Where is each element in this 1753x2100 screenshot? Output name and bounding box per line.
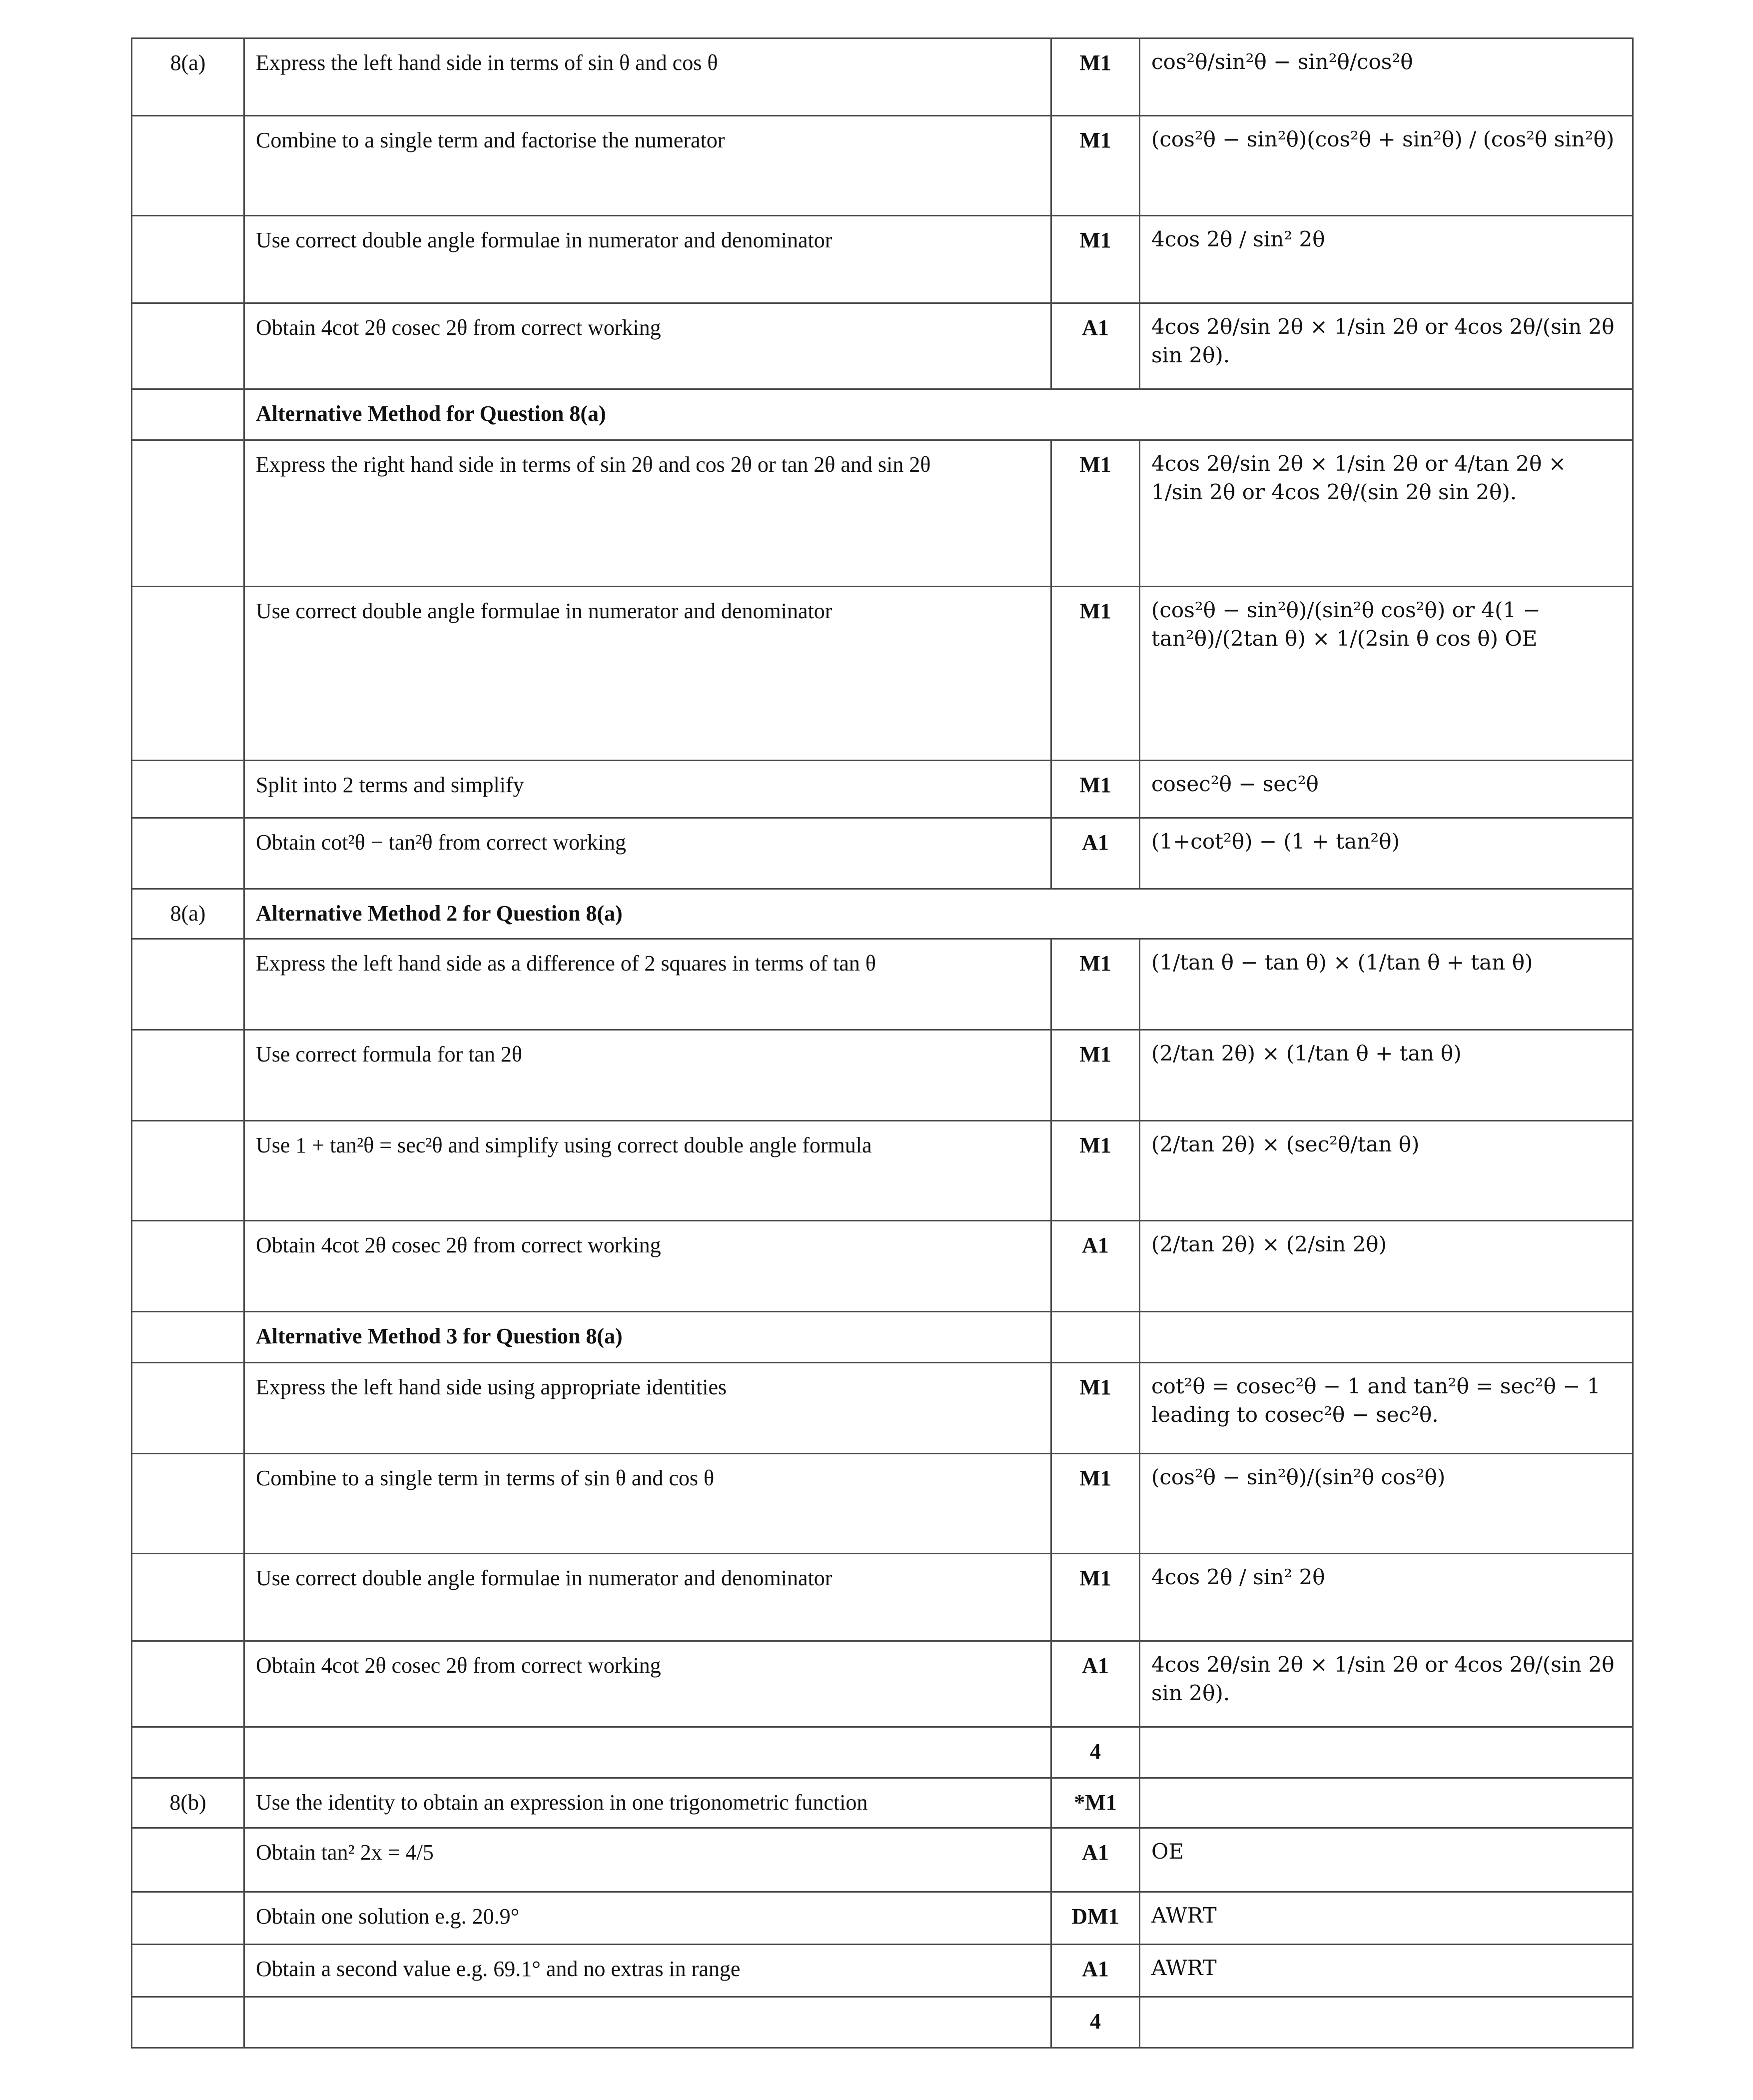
question-number xyxy=(132,1454,244,1554)
table-row xyxy=(132,1892,1633,1945)
step-description: Obtain 4cot 2θ cosec 2θ from correct working xyxy=(244,1221,1051,1312)
table-row xyxy=(132,1554,1633,1641)
guidance-cell: (cos²θ − sin²θ)/(sin²θ cos²θ) or 4(1 − tan²θ)/(2tan θ) × 1/(2sin θ cos θ) OE xyxy=(1140,587,1633,761)
table-row xyxy=(132,1312,1633,1363)
step-description: Express the left hand side in terms of sin θ and cos θ xyxy=(244,38,1051,116)
table-row xyxy=(132,889,1633,939)
total-marks: 4 xyxy=(1051,1997,1140,2048)
table-row xyxy=(132,587,1633,761)
mark-code: M1 xyxy=(1051,216,1140,303)
step-description: Use 1 + tan²θ = sec²θ and simplify using correct double angle formula xyxy=(244,1121,1051,1221)
mark-code: A1 xyxy=(1051,1945,1140,1997)
table-row xyxy=(132,1727,1633,1778)
mark-code: A1 xyxy=(1051,1828,1140,1892)
table-row xyxy=(132,216,1633,303)
table-row xyxy=(132,939,1633,1030)
mark-code: M1 xyxy=(1051,38,1140,116)
table-row xyxy=(132,1030,1633,1121)
mark-code: M1 xyxy=(1051,1554,1140,1641)
table-row xyxy=(132,761,1633,818)
guidance-cell: (1+cot²θ) − (1 + tan²θ) xyxy=(1140,818,1633,889)
question-number xyxy=(132,216,244,303)
question-number xyxy=(132,440,244,587)
question-number xyxy=(132,1727,244,1778)
guidance-cell: cot²θ = cosec²θ − 1 and tan²θ = sec²θ − 1 leading to cosec²θ − sec²θ. xyxy=(1140,1363,1633,1454)
step-description xyxy=(244,1727,1051,1778)
table-row xyxy=(132,1221,1633,1312)
step-description: Obtain 4cot 2θ cosec 2θ from correct working xyxy=(244,303,1051,389)
mark-code: M1 xyxy=(1051,939,1140,1030)
step-description: Express the left hand side using appropriate identities xyxy=(244,1363,1051,1454)
guidance-cell: AWRT xyxy=(1140,1945,1633,1997)
question-number xyxy=(132,1997,244,2048)
table-row xyxy=(132,389,1633,440)
mark-code: A1 xyxy=(1051,303,1140,389)
guidance-cell: OE xyxy=(1140,1828,1633,1892)
question-number xyxy=(132,1641,244,1727)
question-number xyxy=(132,1892,244,1945)
guidance-cell xyxy=(1140,1727,1633,1778)
table-row xyxy=(132,1641,1633,1727)
table-row xyxy=(132,1997,1633,2048)
question-number xyxy=(132,1312,244,1363)
step-description: Use correct double angle formulae in numerator and denominator xyxy=(244,1554,1051,1641)
question-number: 8(b) xyxy=(132,1778,244,1828)
mark-code: *M1 xyxy=(1051,1778,1140,1828)
guidance-cell: 4cos 2θ / sin² 2θ xyxy=(1140,216,1633,303)
mark-code: M1 xyxy=(1051,1454,1140,1554)
table-row xyxy=(132,1121,1633,1221)
guidance-cell: AWRT xyxy=(1140,1892,1633,1945)
method-heading: Alternative Method 2 for Question 8(a) xyxy=(244,889,1633,939)
mark-scheme-table xyxy=(131,37,1634,2049)
mark-code: M1 xyxy=(1051,1121,1140,1221)
mark-code: A1 xyxy=(1051,818,1140,889)
mark-code: M1 xyxy=(1051,587,1140,761)
method-heading: Alternative Method for Question 8(a) xyxy=(244,389,1633,440)
question-number xyxy=(132,303,244,389)
guidance-cell: (2/tan 2θ) × (2/sin 2θ) xyxy=(1140,1221,1633,1312)
step-description: Use correct formula for tan 2θ xyxy=(244,1030,1051,1121)
table-row xyxy=(132,1363,1633,1454)
step-description xyxy=(244,1997,1051,2048)
mark-code: M1 xyxy=(1051,761,1140,818)
question-number xyxy=(132,1030,244,1121)
guidance-cell: (2/tan 2θ) × (sec²θ/tan θ) xyxy=(1140,1121,1633,1221)
step-description: Obtain a second value e.g. 69.1° and no extras in range xyxy=(244,1945,1051,1997)
method-heading: Alternative Method 3 for Question 8(a) xyxy=(244,1312,1051,1363)
step-description: Obtain 4cot 2θ cosec 2θ from correct working xyxy=(244,1641,1051,1727)
guidance-cell: 4cos 2θ/sin 2θ × 1/sin 2θ or 4/tan 2θ × 1/sin 2θ or 4cos 2θ/(sin 2θ sin 2θ). xyxy=(1140,440,1633,587)
question-number xyxy=(132,389,244,440)
table-row xyxy=(132,1945,1633,1997)
mark-code: A1 xyxy=(1051,1641,1140,1727)
mark-code: M1 xyxy=(1051,1363,1140,1454)
step-description: Obtain cot²θ − tan²θ from correct working xyxy=(244,818,1051,889)
guidance-cell: 4cos 2θ / sin² 2θ xyxy=(1140,1554,1633,1641)
question-number xyxy=(132,939,244,1030)
table-row xyxy=(132,1454,1633,1554)
question-number xyxy=(132,1121,244,1221)
total-marks: 4 xyxy=(1051,1727,1140,1778)
table-row xyxy=(132,38,1633,116)
step-description: Split into 2 terms and simplify xyxy=(244,761,1051,818)
table-row xyxy=(132,116,1633,216)
table-row xyxy=(132,440,1633,587)
question-number xyxy=(132,1554,244,1641)
guidance-cell xyxy=(1140,1778,1633,1828)
table-row xyxy=(132,1778,1633,1828)
mark-code: A1 xyxy=(1051,1221,1140,1312)
step-description: Combine to a single term in terms of sin θ and cos θ xyxy=(244,1454,1051,1554)
question-number xyxy=(132,1363,244,1454)
mark-code: M1 xyxy=(1051,1030,1140,1121)
question-number xyxy=(132,818,244,889)
table-row xyxy=(132,1828,1633,1892)
guidance-cell: (cos²θ − sin²θ)/(sin²θ cos²θ) xyxy=(1140,1454,1633,1554)
step-description: Combine to a single term and factorise the numerator xyxy=(244,116,1051,216)
question-number xyxy=(132,116,244,216)
question-number xyxy=(132,587,244,761)
guidance-cell: cosec²θ − sec²θ xyxy=(1140,761,1633,818)
table-row xyxy=(132,303,1633,389)
question-number xyxy=(132,761,244,818)
question-number xyxy=(132,1828,244,1892)
guidance-cell: (2/tan 2θ) × (1/tan θ + tan θ) xyxy=(1140,1030,1633,1121)
mark-code: M1 xyxy=(1051,440,1140,587)
step-description: Use correct double angle formulae in numerator and denominator xyxy=(244,216,1051,303)
guidance-cell: 4cos 2θ/sin 2θ × 1/sin 2θ or 4cos 2θ/(sin 2θ sin 2θ). xyxy=(1140,303,1633,389)
guidance-cell: cos²θ/sin²θ − sin²θ/cos²θ xyxy=(1140,38,1633,116)
guidance-cell: 4cos 2θ/sin 2θ × 1/sin 2θ or 4cos 2θ/(sin 2θ sin 2θ). xyxy=(1140,1641,1633,1727)
step-description: Express the right hand side in terms of sin 2θ and cos 2θ or tan 2θ and sin 2θ xyxy=(244,440,1051,587)
guidance-cell xyxy=(1140,1312,1633,1363)
step-description: Use the identity to obtain an expression in one trigonometric function xyxy=(244,1778,1051,1828)
step-description: Obtain one solution e.g. 20.9° xyxy=(244,1892,1051,1945)
step-description: Use correct double angle formulae in numerator and denominator xyxy=(244,587,1051,761)
question-number: 8(a) xyxy=(132,38,244,116)
table-row xyxy=(132,818,1633,889)
mark-code xyxy=(1051,1312,1140,1363)
step-description: Express the left hand side as a difference of 2 squares in terms of tan θ xyxy=(244,939,1051,1030)
question-number xyxy=(132,1945,244,1997)
guidance-cell xyxy=(1140,1997,1633,2048)
question-number: 8(a) xyxy=(132,889,244,939)
guidance-cell: (cos²θ − sin²θ)(cos²θ + sin²θ) / (cos²θ sin²θ) xyxy=(1140,116,1633,216)
mark-code: DM1 xyxy=(1051,1892,1140,1945)
step-description: Obtain tan² 2x = 4/5 xyxy=(244,1828,1051,1892)
guidance-cell: (1/tan θ − tan θ) × (1/tan θ + tan θ) xyxy=(1140,939,1633,1030)
mark-code: M1 xyxy=(1051,116,1140,216)
question-number xyxy=(132,1221,244,1312)
